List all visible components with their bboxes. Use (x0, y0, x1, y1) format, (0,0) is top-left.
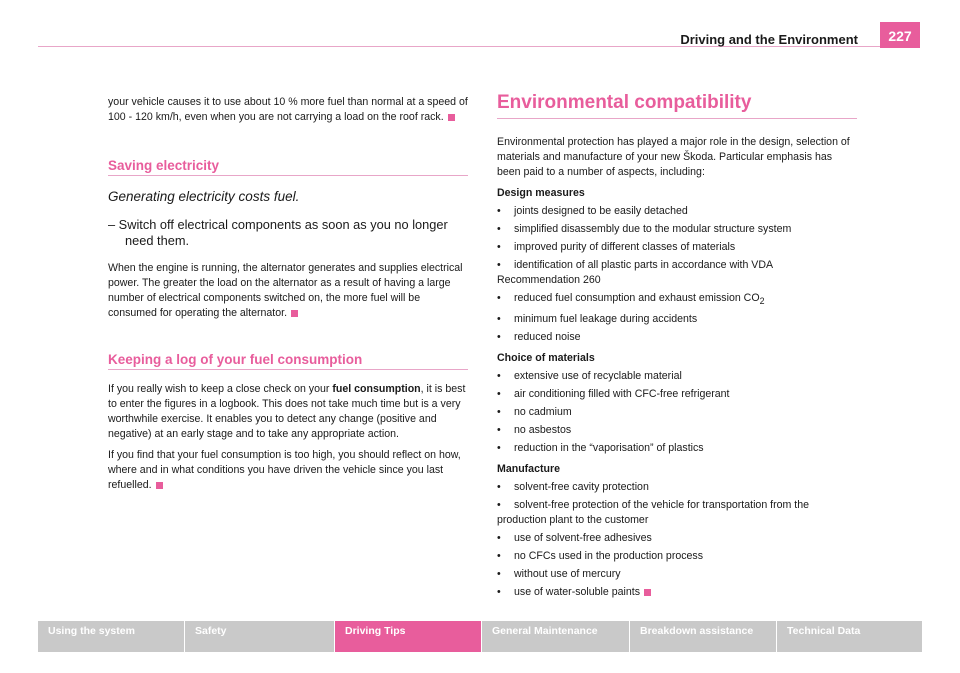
bullet-icon: • (497, 313, 501, 326)
fuel-log-paragraph-2: If you find that your fuel consumption is too high, you should reflect on how, where and in what conditions you have driven the vehicle since you last refuelled. (108, 449, 461, 491)
saving-subheading: Generating electricity costs fuel. (108, 189, 300, 204)
bullet-icon: • (497, 241, 501, 253)
tab-driving-tips[interactable]: Driving Tips (334, 621, 481, 652)
saving-electricity-heading: Saving electricity (108, 158, 468, 176)
tab-technical-data[interactable]: Technical Data (776, 621, 922, 652)
list-item: • simplified disassembly due to the modular structure system (497, 223, 792, 235)
end-of-section-icon (448, 114, 455, 121)
design-measures-list (497, 204, 857, 345)
list-item: • solvent-free cavity protection (497, 481, 649, 494)
tab-breakdown-assistance[interactable]: Breakdown assistance (629, 621, 776, 652)
bullet-icon: • (497, 424, 501, 437)
design-measures-label: Design measures (497, 187, 585, 199)
bullet-icon: • (497, 292, 501, 304)
left-column (108, 95, 468, 493)
list-item: • air conditioning filled with CFC-free refrigerant (497, 388, 730, 401)
bullet-icon: • (497, 406, 501, 419)
environmental-compatibility-heading: Environmental compatibility (497, 92, 857, 119)
end-of-section-icon (644, 589, 651, 596)
environment-intro: Environmental protection has played a major role in the design, selection of materials and manufacture of your new Škoda. Particular emphasis has been paid to a number of aspects, including: (497, 136, 850, 178)
manufacture-label: Manufacture (497, 463, 560, 476)
fuel-log-heading: Keeping a log of your fuel consumption (108, 352, 468, 370)
list-item: • use of water-soluble paints (497, 585, 857, 600)
list-item: • reduced noise (497, 331, 581, 344)
list-item: • no CFCs used in the production process (497, 550, 704, 563)
bullet-icon: • (497, 586, 501, 599)
list-item: • no asbestos (497, 424, 572, 437)
bullet-icon: • (497, 370, 501, 383)
bullet-icon: • (497, 442, 501, 455)
bullet-icon: • (497, 388, 501, 401)
end-of-section-icon (156, 482, 163, 489)
tab-general-maintenance[interactable]: General Maintenance (481, 621, 629, 652)
end-of-section-icon (291, 310, 298, 317)
choice-of-materials-label: Choice of materials (497, 352, 595, 365)
tab-safety[interactable]: Safety (184, 621, 334, 652)
list-item: • extensive use of recyclable material (497, 370, 682, 383)
list-item: • minimum fuel leakage during accidents (497, 313, 698, 326)
list-item: • without use of mercury (497, 568, 621, 581)
bullet-icon: • (497, 205, 501, 217)
fuel-log-paragraph-1: If you really wish to keep a close check on your fuel consumption, it is best to enter the figures in a logbook. This does not take much time but is a very worthwhile exercise. It enables you to detect any change (positive and negative) at an early stage and to take any appropriate action. (108, 383, 466, 440)
saving-step: – Switch off electrical components as soon as you no longer need them. (108, 217, 448, 248)
list-item: • reduction in the “vaporisation” of plastics (497, 442, 704, 455)
list-item: • identification of all plastic parts in accordance with VDA Recommendation 260 (497, 259, 773, 286)
page-number: 227 (880, 22, 920, 48)
list-item: • joints designed to be easily detached (497, 205, 688, 217)
tab-using-the-system[interactable]: Using the system (48, 625, 135, 637)
co2-subscript: 2 (759, 296, 765, 307)
bullet-icon: • (497, 223, 501, 235)
saving-body: When the engine is running, the alternator generates and supplies electrical power. The greater the load on the alternator as a result of having a large number of electrical components switched on, the more fuel will be consumed for operating the alternator. (108, 262, 463, 319)
list-item: • improved purity of different classes of materials (497, 241, 736, 253)
right-column (497, 135, 857, 600)
bullet-icon: • (497, 481, 501, 494)
bullet-icon: • (497, 331, 501, 344)
bullet-icon: • (497, 550, 501, 563)
bullet-icon: • (497, 499, 501, 512)
chapter-title: Driving and the Environment (680, 32, 858, 47)
intro-paragraph: your vehicle causes it to use about 10 % more fuel than normal at a speed of 100 - 120 km/h, even when you are not carrying a load on the roof rack. (108, 96, 468, 123)
bullet-icon: • (497, 259, 501, 271)
list-item: • use of solvent-free adhesives (497, 532, 652, 545)
materials-list (497, 369, 857, 456)
manufacture-list (497, 480, 857, 600)
list-item: • solvent-free protection of the vehicle for transportation from the production plant to the customer (497, 499, 810, 527)
list-item: • reduced fuel consumption and exhaust emission $CO_2$ (497, 291, 857, 309)
bullet-icon: • (497, 532, 501, 545)
list-item: • no cadmium (497, 406, 572, 419)
footer-nav (38, 621, 922, 652)
bullet-icon: • (497, 568, 501, 581)
